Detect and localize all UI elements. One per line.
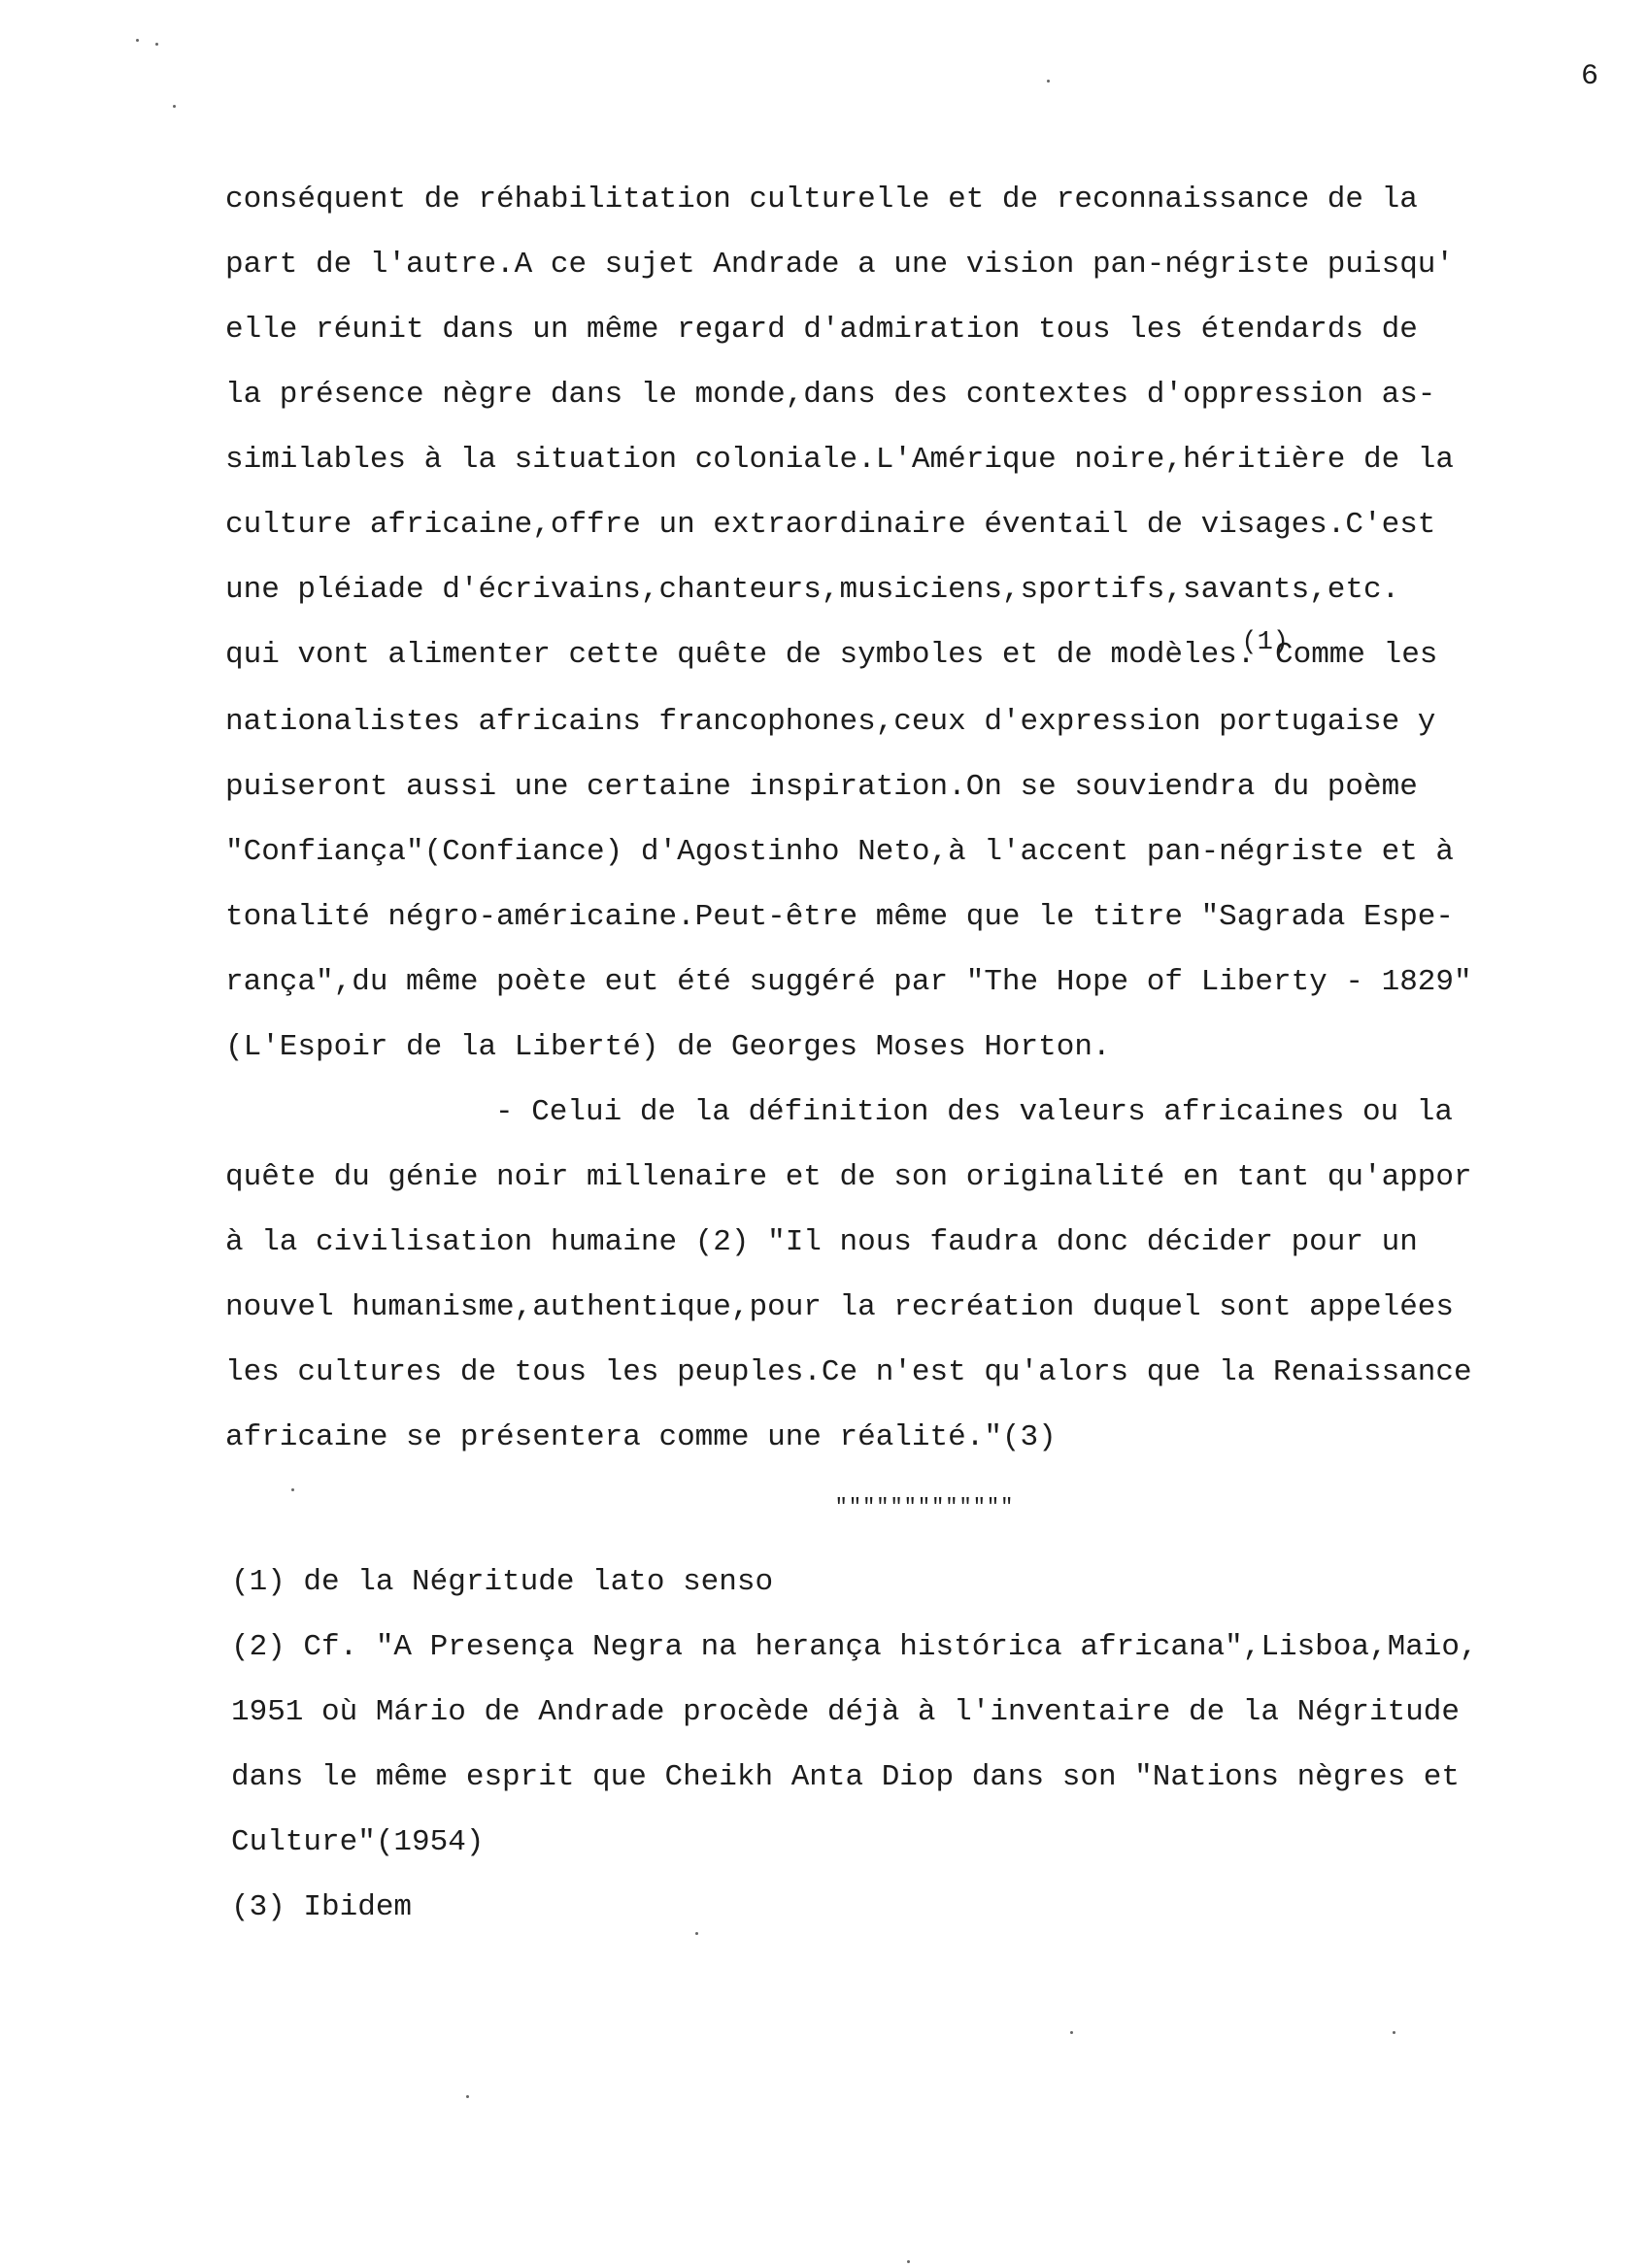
text-line: part de l'autre.A ce sujet Andrade a une vision pan-négriste puisqu' bbox=[225, 248, 1455, 282]
text-line: rança",du même poète eut été suggéré par "The Hope of Liberty - 1829" bbox=[225, 965, 1472, 999]
scan-speck bbox=[173, 105, 176, 108]
text-line: "Confiança"(Confiance) d'Agostinho Neto,à l'accent pan-négriste et à bbox=[225, 835, 1455, 869]
scan-speck bbox=[1393, 2031, 1395, 2034]
text-line: (L'Espoir de la Liberté) de Georges Moses Horton. bbox=[225, 1030, 1111, 1064]
text-line: nationalistes africains francophones,ceux d'expression portugaise y bbox=[225, 705, 1436, 739]
footnote-line: 1951 où Mário de Andrade procède déjà à l'inventaire de la Négritude bbox=[231, 1695, 1461, 1729]
scan-speck bbox=[155, 43, 158, 46]
scan-speck bbox=[466, 2095, 469, 2098]
text-line: les cultures de tous les peuples.Ce n'est qu'alors que la Renaissance bbox=[225, 1355, 1472, 1389]
footnotes bbox=[231, 1550, 1630, 1940]
text-segment: qui vont alimenter cette quête de symboles et de modèles. bbox=[225, 638, 1256, 672]
text-line: une pléiade d'écrivains,chanteurs,musiciens,sportifs,savants,etc. bbox=[225, 573, 1400, 607]
scan-speck bbox=[695, 1932, 698, 1935]
section-separator: """"""""""""" bbox=[834, 1495, 1015, 1519]
text-line: nouvel humanisme,authentique,pour la recréation duquel sont appelées bbox=[225, 1290, 1455, 1324]
text-line: quête du génie noir millenaire et de son originalité en tant qu'appor bbox=[225, 1160, 1472, 1194]
text-line: à la civilisation humaine (2) "Il nous faudra donc décider pour un bbox=[225, 1225, 1418, 1259]
text-line: la présence nègre dans le monde,dans des contextes d'oppression as- bbox=[225, 378, 1436, 412]
main-text bbox=[225, 167, 1624, 1540]
text-line: similables à la situation coloniale.L'Amérique noire,héritière de la bbox=[225, 443, 1455, 477]
text-line: tonalité négro-américaine.Peut-être même que le titre "Sagrada Espe- bbox=[225, 900, 1455, 934]
text-line: puiseront aussi une certaine inspiration.On se souviendra du poème bbox=[225, 770, 1418, 804]
footnote-line: (2) Cf. "A Presença Negra na herança histórica africana",Lisboa,Maio, bbox=[231, 1630, 1478, 1664]
text-line: culture africaine,offre un extraordinaire éventail de visages.C'est bbox=[225, 508, 1436, 542]
footnote-ref: (1) bbox=[1241, 628, 1289, 657]
footnote-line: (3) Ibidem bbox=[231, 1890, 413, 1924]
scan-speck bbox=[1047, 80, 1050, 83]
text-line: africaine se présentera comme une réalité."(3) bbox=[225, 1420, 1057, 1454]
scan-speck bbox=[907, 2260, 910, 2263]
scan-speck bbox=[136, 39, 139, 42]
text-segment: Comme les bbox=[1274, 638, 1438, 672]
text-line bbox=[225, 622, 1624, 689]
scan-speck bbox=[291, 1488, 294, 1491]
footnote-line: dans le même esprit que Cheikh Anta Diop dans son "Nations nègres et bbox=[231, 1760, 1461, 1794]
footnote-line: (1) de la Négritude lato senso bbox=[231, 1565, 774, 1599]
text-line: conséquent de réhabilitation culturelle et de reconnaissance de la bbox=[225, 183, 1418, 217]
text-line: elle réunit dans un même regard d'admiration tous les étendards de bbox=[225, 313, 1418, 347]
scan-speck bbox=[1070, 2031, 1073, 2034]
text-line: - Celui de la définition des valeurs africaines ou la bbox=[495, 1095, 1453, 1129]
footnote-line: Culture"(1954) bbox=[231, 1825, 485, 1859]
page-number: 6 bbox=[1581, 60, 1599, 93]
